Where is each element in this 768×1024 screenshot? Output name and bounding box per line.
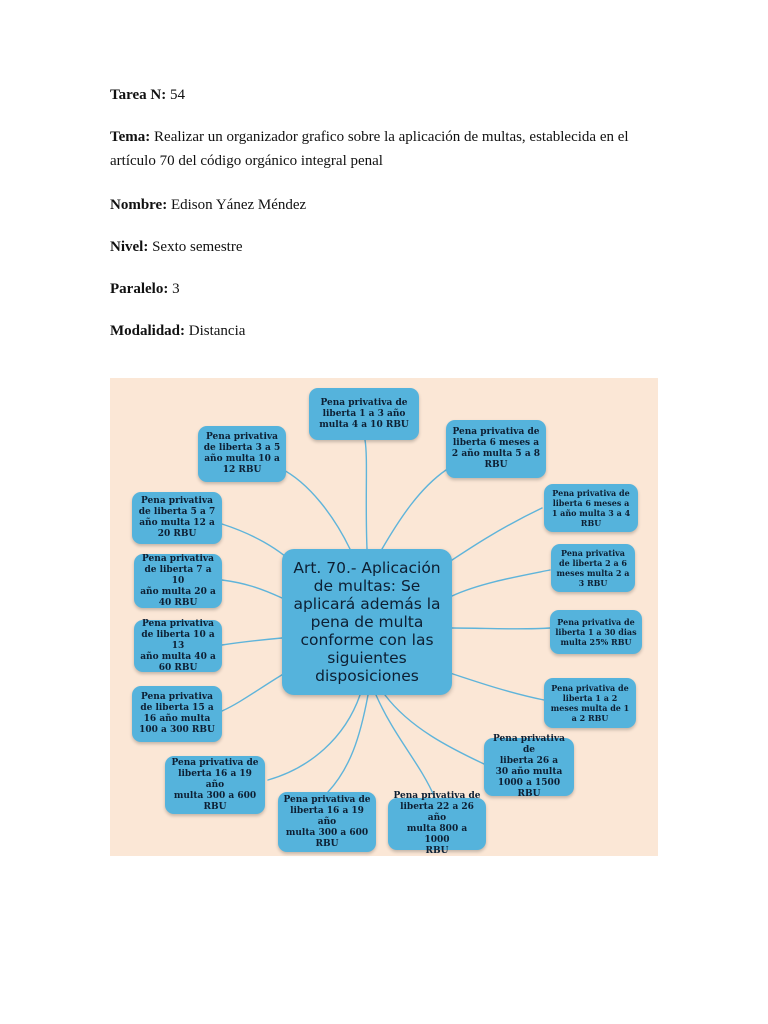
nivel-value: Sexto semestre [152,239,243,255]
node-n10: Pena privativa de liberta 15 a 16 año multa 100 a 300 RBU [132,686,222,742]
node-n1: Pena privativa de liberta 1 a 3 año multa 4 a 10 RBU [309,388,419,440]
nivel-label: Nivel: [110,239,149,255]
modalidad-value: Distancia [188,323,246,339]
tema-label: Tema: [110,129,151,145]
connector-n6 [222,580,282,598]
connector-n10 [222,673,285,711]
tarea-label: Tarea N: [110,87,167,103]
tema-field [110,125,660,173]
node-n7: Pena privativa de liberta 2 a 6 meses multa 2 a 3 RBU [551,544,635,592]
tarea-field [110,83,660,107]
node-n3: Pena privativa de liberta 6 meses a 2 año multa 5 a 8 RBU [446,420,546,478]
node-n2: Pena privativa de liberta 3 a 5 año multa 10 a 12 RBU [198,426,286,482]
paralelo-field [110,277,660,301]
tarea-value: 54 [170,87,185,103]
connector-n1 [365,440,367,549]
tema-value: Realizar un organizador grafico sobre la aplicación de multas, establecida en el artículo 70 del código orgánico integral penal [110,129,629,169]
connector-n11 [450,673,544,700]
connector-n13 [385,695,484,764]
nombre-label: Nombre: [110,197,168,213]
modalidad-label: Modalidad: [110,323,186,339]
connector-n7 [452,570,550,596]
paralelo-label: Paralelo: [110,281,169,297]
connector-n9 [222,638,282,645]
connector-n5 [440,508,542,568]
node-n14: Pena privativa de liberta 16 a 19 año multa 300 a 600 RBU [278,792,376,852]
connector-n3 [382,470,446,549]
node-n13: Pena privativa de liberta 26 a 30 año multa 1000 a 1500 RBU [484,738,574,796]
connector-n15 [376,695,435,798]
nombre-field [110,193,660,217]
connector-n14 [328,695,368,792]
node-n6: Pena privativa de liberta 7 a 10 año multa 20 a 40 RBU [134,554,222,608]
modalidad-field [110,319,660,343]
node-n15: Pena privativa de liberta 22 a 26 año multa 800 a 1000 RBU [388,798,486,850]
nivel-field [110,235,660,259]
mind-map-image [110,378,658,856]
node-n12: Pena privativa de liberta 16 a 19 año multa 300 a 600 RBU [165,756,265,814]
node-n11: Pena privativa de liberta 1 a 2 meses multa de 1 a 2 RBU [544,678,636,728]
node-n9: Pena privativa de liberta 10 a 13 año multa 40 a 60 RBU [134,620,222,672]
node-n5: Pena privativa de liberta 6 meses a 1 año multa 3 a 4 RBU [544,484,638,532]
central-node: Art. 70.- Aplicación de multas: Se aplicará además la pena de multa conforme con las siguientes disposiciones [282,549,452,695]
nombre-value: Edison Yánez Méndez [170,197,307,213]
node-n8: Pena privativa de liberta 1 a 30 dias multa 25% RBU [550,610,642,654]
connector-n2 [280,468,350,549]
node-n4: Pena privativa de liberta 5 a 7 año multa 12 a 20 RBU [132,492,222,544]
connector-n8 [452,628,550,629]
paralelo-value: 3 [172,281,180,297]
